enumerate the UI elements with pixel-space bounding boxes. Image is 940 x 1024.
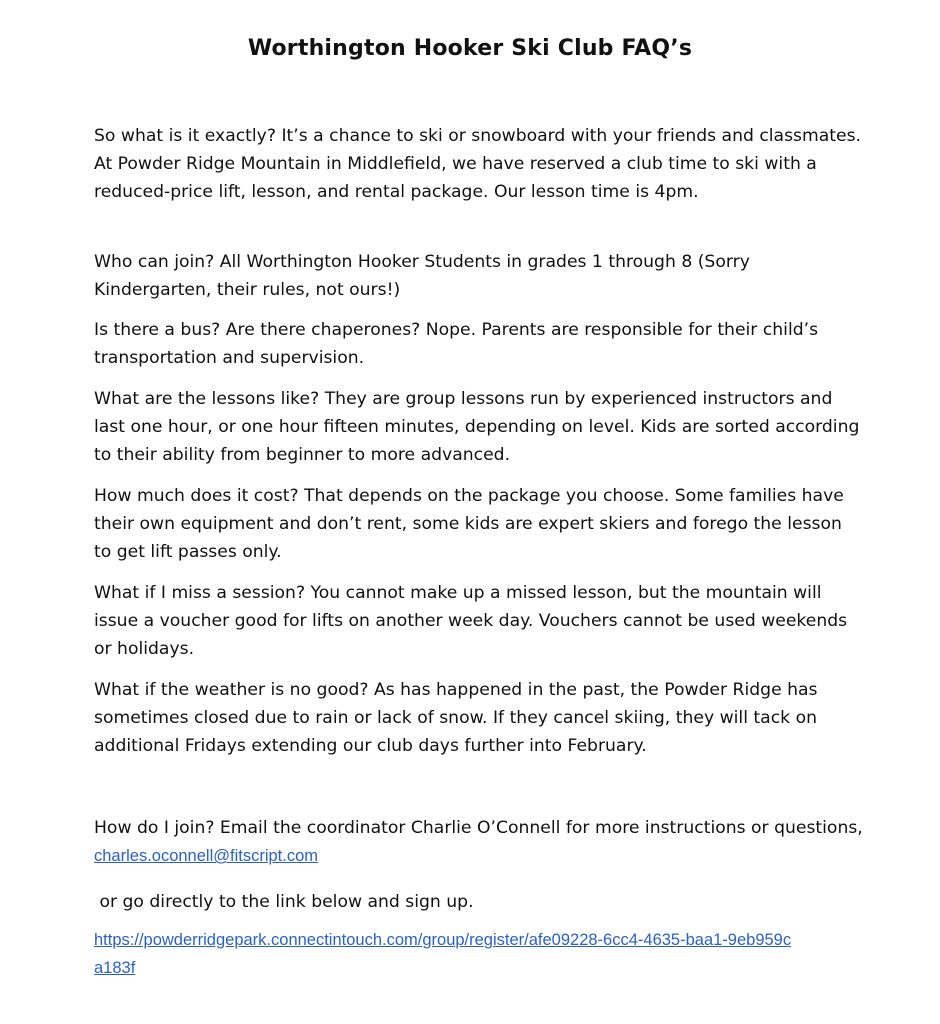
paragraph-text: Is there a bus? Are there chaperones? Nope. Parents are responsible for their child’s transportation and supervision. <box>94 320 819 368</box>
paragraph-text: Who can join? All Worthington Hooker Students in grades 1 through 8 (Sorry Kindergarten, their rules, not ours!) <box>94 252 750 300</box>
paragraph-text: What if the weather is no good? As has happened in the past, the Powder Ridge has sometimes closed due to rain or lack of snow. If they cancel skiing, they will tack on additional Fridays extending our club days further into February. <box>94 680 818 756</box>
paragraph-text: How much does it cost? That depends on the package you choose. Some families have their own equipment and don’t rent, some kids are expert skiers and forego the lesson to get lift passes only. <box>94 486 844 562</box>
faq-weather <box>94 676 864 760</box>
faq-lessons <box>94 385 864 469</box>
document-title: Worthington Hooker Ski Club FAQ’s <box>247 36 693 61</box>
register-link[interactable]: https://powderridgepark.connectintouch.com/group/register/afe09228-6cc4-4635-baa1-9eb959ca183f <box>94 931 792 977</box>
register-link-container <box>94 926 794 982</box>
faq-bus-chaperones <box>94 316 864 372</box>
faq-what-is-it <box>94 122 864 206</box>
paragraph-text: What if I miss a session? You cannot make up a missed lesson, but the mountain will issue a voucher good for lifts on another week day. Vouchers cannot be used weekends or holidays. <box>94 583 848 659</box>
faq-cost <box>94 482 864 566</box>
faq-how-to-join <box>94 814 864 870</box>
or-text: or go directly to the link below and sign up. <box>94 892 474 912</box>
faq-missed-session <box>94 579 864 663</box>
join-alternative <box>94 888 864 916</box>
coordinator-email-link[interactable]: charles.oconnell@fitscript.com <box>94 847 318 865</box>
paragraph-text: What are the lessons like? They are group lessons run by experienced instructors and last one hour, or one hour fifteen minutes, depending on level. Kids are sorted according to their ability from beginner to more advanced. <box>94 389 860 465</box>
join-text: How do I join? Email the coordinator Charlie O’Connell for more instructions or questions, <box>94 818 863 838</box>
paragraph-text: So what is it exactly? It’s a chance to ski or snowboard with your friends and classmates. At Powder Ridge Mountain in Middlefield, we have reserved a club time to ski with a reduced-price lift, lesson, and rental package. Our lesson time is 4pm. <box>94 126 862 202</box>
faq-who-can-join <box>94 248 864 304</box>
